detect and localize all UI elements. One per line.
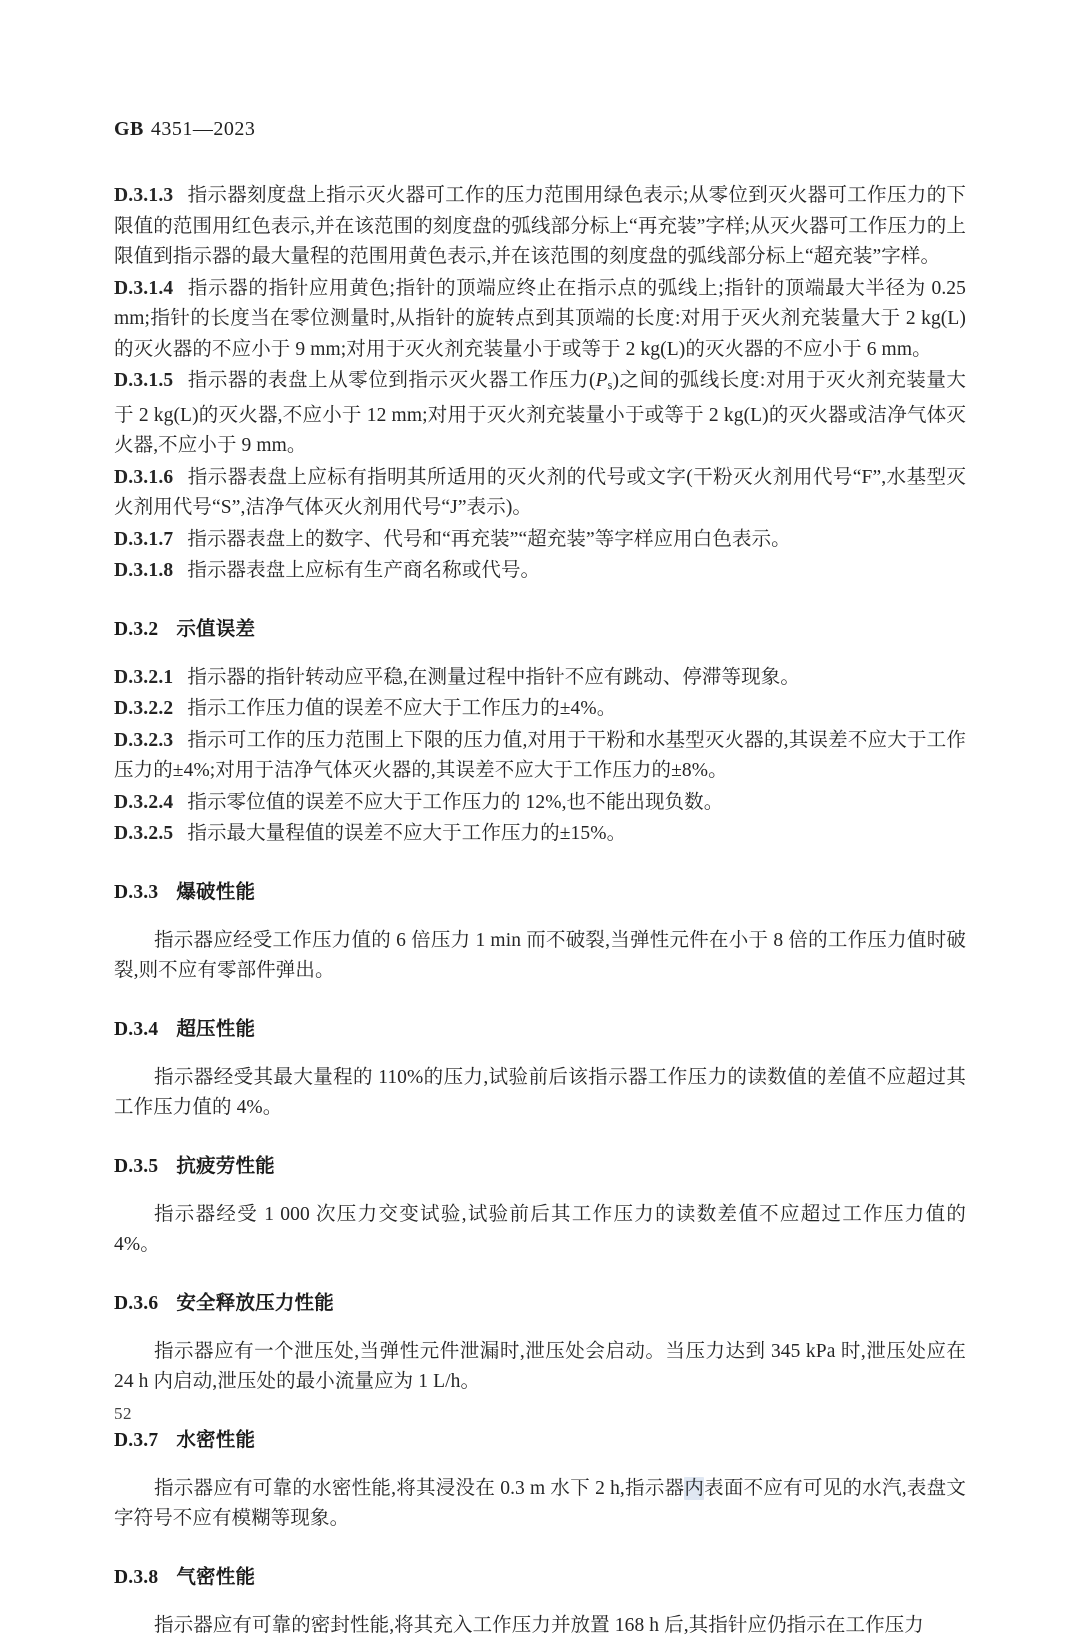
- clause-text: 指示器的指针转动应平稳,在测量过程中指针不应有跳动、停滞等现象。: [187, 666, 800, 688]
- section-title: 超压性能: [176, 1018, 256, 1040]
- clause-number: D.3.2.1: [114, 666, 174, 688]
- section-body-d33: 指示器应经受工作压力值的 6 倍压力 1 min 而不破裂,当弹性元件在小于 8 倍的工作压力值时破裂,则不应有零部件弹出。: [114, 929, 966, 982]
- section-body-d37: [114, 1474, 966, 1535]
- section-title: 安全释放压力性能: [176, 1292, 334, 1314]
- clause-number: D.3.2.3: [114, 729, 174, 751]
- clause-number: D.3.2.5: [114, 823, 174, 845]
- section-heading-d38: [114, 1563, 966, 1593]
- section-number: D.3.3: [114, 881, 159, 903]
- body-text-before: 指示器应有可靠的水密性能,将其浸没在 0.3 m 水下 2 h,指示器: [154, 1477, 685, 1499]
- section-heading-d32: [114, 615, 966, 645]
- standard-code: GB: [114, 118, 144, 140]
- pressure-symbol: P: [595, 370, 608, 391]
- clause-text: 指示工作压力值的误差不应大于工作压力的±4%。: [187, 698, 617, 720]
- clause-d3116: [114, 463, 966, 524]
- clause-d3225: [114, 819, 966, 850]
- clause-d3221: [114, 663, 966, 694]
- section-body-d38: 指示器应有可靠的密封性能,将其充入工作压力并放置 168 h 后,其指针应仍指示在工作压力: [154, 1614, 924, 1636]
- clause-number: D.3.2.2: [114, 698, 174, 720]
- section-number: D.3.2: [114, 618, 159, 640]
- section-heading-d35: [114, 1152, 966, 1182]
- section-heading-d36: [114, 1289, 966, 1319]
- clause-text-after: )之间的弧线长度:对用于灭火剂充装量大于 2 kg(L)的灭火器,不应小于 12 mm;对用于灭火剂充装量小于或等于 2 kg(L)的灭火器或洁净气体灭火器,不应小于 9 mm。: [114, 370, 967, 457]
- section-body-d34: 指示器经受其最大量程的 110%的压力,试验前后该指示器工作压力的读数值的差值不应超过其工作压力值的 4%。: [114, 1066, 966, 1119]
- clause-d3113: [114, 181, 966, 273]
- section-title: 示值误差: [176, 618, 256, 640]
- clause-d3224: [114, 788, 966, 819]
- clause-text: 指示最大量程值的误差不应大于工作压力的±15%。: [187, 823, 627, 845]
- clause-number: D.3.2.4: [114, 791, 174, 813]
- section-title: 抗疲劳性能: [176, 1155, 275, 1177]
- clause-d3114: [114, 274, 966, 366]
- page-content: [114, 118, 966, 1643]
- clause-text: 指示器的指针应用黄色;指针的顶端应终止在指示点的弧线上;指针的顶端最大半径为 0.25 mm;指针的长度当在零位测量时,从指针的旋转点到其顶端的长度:对用于灭火剂充装量大于 2 kg(L)的灭火器的不应小于 9 mm;对用于灭火剂充装量小于或等于 2 kg(L)的灭火器的不应小于 6 mm。: [114, 277, 966, 360]
- clause-number: D.3.1.7: [114, 528, 174, 550]
- clause-d3115: [114, 366, 966, 462]
- section-body-d35: 指示器经受 1 000 次压力交变试验,试验前后其工作压力的读数差值不应超过工作压力值的 4%。: [114, 1203, 966, 1256]
- section-heading-d34: [114, 1015, 966, 1045]
- page-number: 52: [114, 1404, 132, 1423]
- clause-number: D.3.1.8: [114, 560, 174, 582]
- clause-text-before: 指示器的表盘上从零位到指示灭火器工作压力(: [187, 370, 596, 391]
- running-header: [114, 118, 966, 141]
- clause-number: D.3.1.6: [114, 466, 174, 488]
- highlighted-text: 内: [684, 1477, 705, 1499]
- pressure-symbol-subscript: s: [607, 378, 613, 393]
- clause-text: 指示器刻度盘上指示灭火器可工作的压力范围用绿色表示;从零位到灭火器可工作压力的下限值的范围用红色表示,并在该范围的刻度盘的弧线部分标上“再充装”字样;从灭火器可工作压力的上限值到指示器的最大量程的范围用黄色表示,并在该范围的刻度盘的弧线部分标上“超充装”字样。: [114, 185, 966, 267]
- section-heading-d33: [114, 878, 966, 908]
- clause-d3117: [114, 525, 966, 556]
- clause-text: 指示零位值的误差不应大于工作压力的 12%,也不能出现负数。: [187, 791, 724, 813]
- section-number: D.3.4: [114, 1018, 159, 1040]
- clause-text: 指示器表盘上应标有指明其所适用的灭火剂的代号或文字(干粉灭火剂用代号“F”,水基型灭火剂用代号“S”,洁净气体灭火剂用代号“J”表示)。: [114, 466, 966, 519]
- clause-d3223: [114, 726, 966, 787]
- section-title: 水密性能: [176, 1429, 256, 1451]
- section-number: D.3.8: [114, 1566, 159, 1588]
- clause-number: D.3.1.5: [114, 370, 174, 391]
- section-number: D.3.6: [114, 1292, 159, 1314]
- clause-text: 指示器表盘上的数字、代号和“再充装”“超充装”等字样应用白色表示。: [187, 528, 791, 550]
- section-number: D.3.7: [114, 1429, 159, 1451]
- section-number: D.3.5: [114, 1155, 159, 1177]
- clause-number: D.3.1.4: [114, 277, 174, 299]
- clause-number: D.3.1.3: [114, 185, 174, 206]
- section-heading-d37: [114, 1426, 966, 1456]
- clause-text: 指示可工作的压力范围上下限的压力值,对用于干粉和水基型灭火器的,其误差不应大于工作压力的±4%;对用于洁净气体灭火器的,其误差不应大于工作压力的±8%。: [114, 729, 966, 782]
- section-title: 气密性能: [176, 1566, 256, 1588]
- clause-d3118: [114, 556, 966, 587]
- standard-number: 4351—2023: [150, 118, 256, 140]
- body-text-after: 表面不应有可见的水汽,表盘文字符号不应有模糊等现象。: [114, 1477, 966, 1530]
- clause-d3222: [114, 694, 966, 725]
- section-body-d36: 指示器应有一个泄压处,当弹性元件泄漏时,泄压处会启动。当压力达到 345 kPa 时,泄压处应在 24 h 内启动,泄压处的最小流量应为 1 L/h。: [114, 1340, 966, 1393]
- clause-text: 指示器表盘上应标有生产商名称或代号。: [187, 560, 541, 582]
- section-title: 爆破性能: [176, 881, 256, 903]
